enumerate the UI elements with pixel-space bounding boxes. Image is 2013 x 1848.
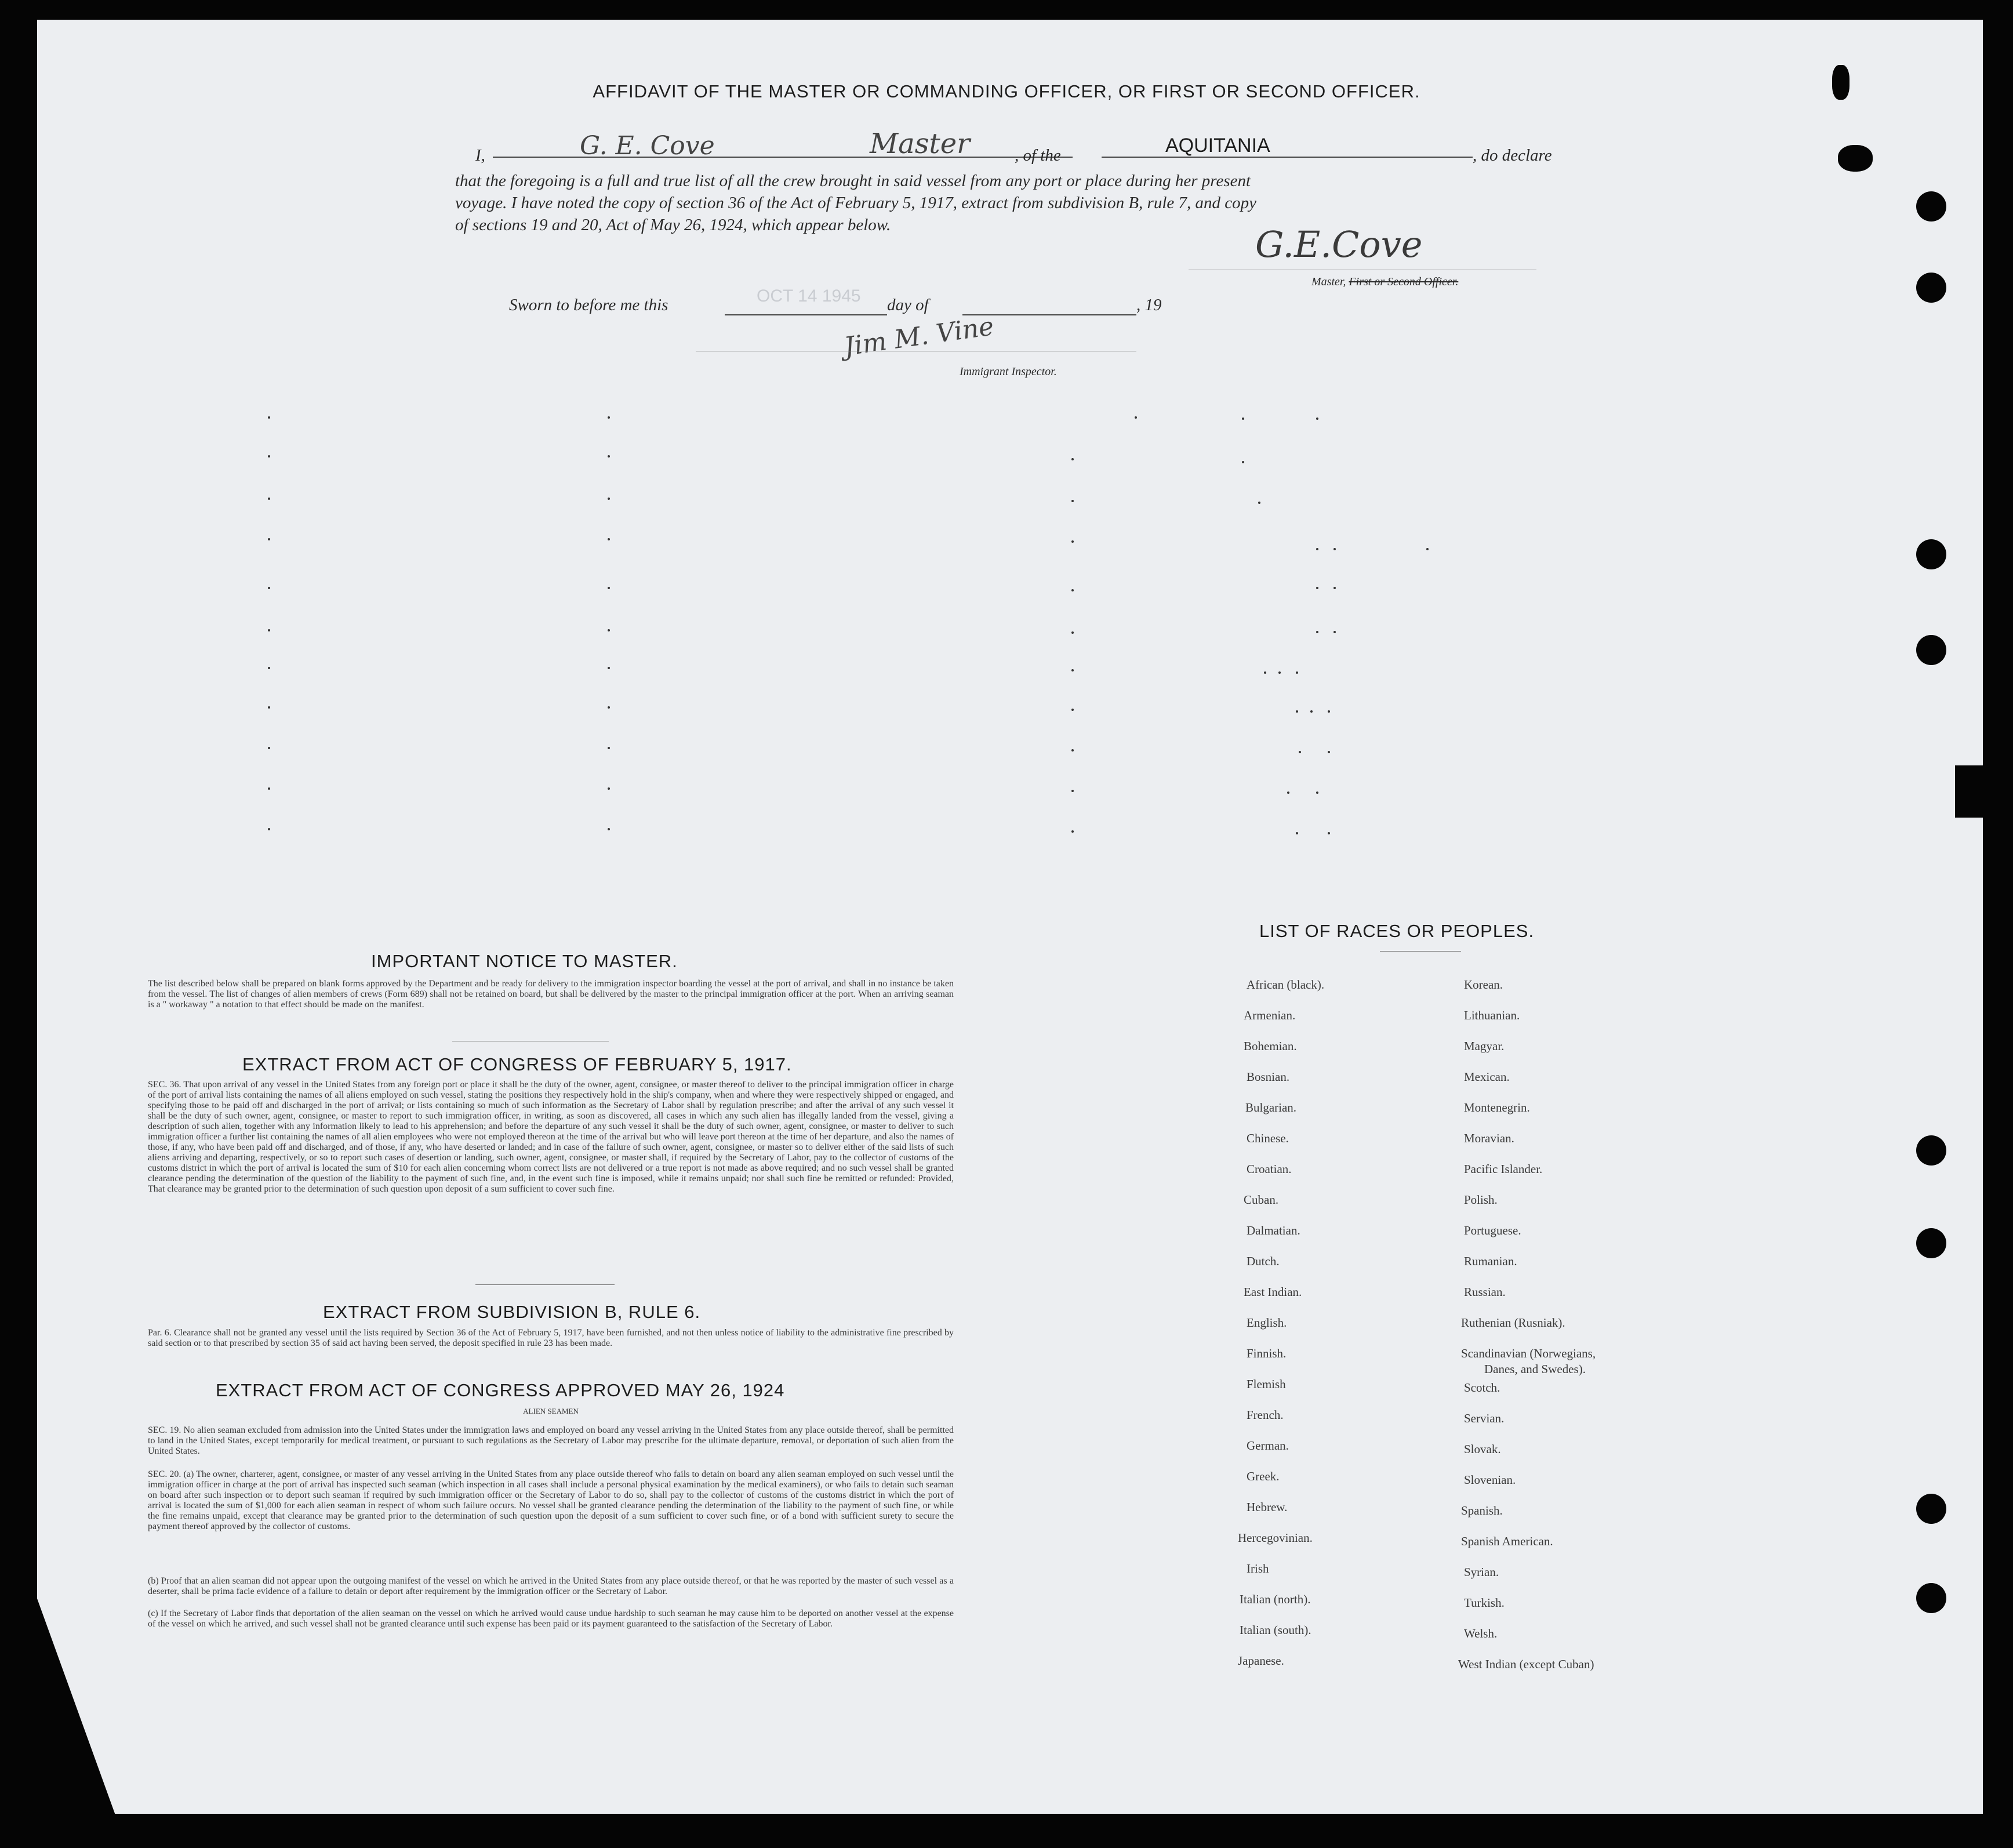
race-item: Slovenian. [1464, 1473, 1516, 1487]
document-sheet [37, 20, 1983, 1814]
sworn-label: Sworn to before me this [509, 296, 668, 314]
race-item: Mexican. [1464, 1070, 1510, 1084]
affidavit-body-line-2: voyage. I have noted the copy of section 36 of the Act of February 5, 1917, extract from subdivision B, rule 7, and copy [455, 194, 1257, 212]
sworn-day-fill-line [725, 314, 887, 315]
race-item: Pacific Islander. [1464, 1162, 1543, 1176]
race-item: Ruthenian (Rusniak). [1461, 1316, 1565, 1330]
of-the-label: , of the [1015, 146, 1061, 165]
race-scandinavian-continued: Danes, and Swedes). [1484, 1362, 1586, 1376]
extract-1924-title: EXTRACT FROM ACT OF CONGRESS APPROVED MAY 26, 1924 [216, 1380, 785, 1400]
race-item: African (black). [1247, 978, 1325, 992]
race-item: Japanese. [1238, 1654, 1284, 1668]
punch-hole [1916, 1135, 1946, 1166]
extract-rule6-title: EXTRACT FROM SUBDIVISION B, RULE 6. [323, 1302, 701, 1322]
race-item: West Indian (except Cuban) [1458, 1657, 1594, 1671]
race-item: Bohemian. [1244, 1039, 1297, 1053]
i-label: I, [475, 146, 485, 165]
date-stamp: OCT 14 1945 [757, 286, 861, 306]
race-item: Magyar. [1464, 1039, 1505, 1053]
do-declare-label: , do declare [1473, 146, 1552, 165]
race-item: Irish [1247, 1562, 1269, 1575]
race-item: English. [1247, 1316, 1287, 1330]
race-item: Dalmatian. [1247, 1223, 1300, 1237]
year-prefix: , 19 [1136, 296, 1162, 314]
race-item: Polish. [1464, 1193, 1498, 1207]
extract-1924-sec19: SEC. 19. No alien seaman excluded from admission into the United States under the immigration laws and employed on board any vessel arriving in the United States from any place outside thereof, shall be permitted to land in the United States, except temporarily for medical treatment, or pursuant to such regulations as the Secretary of Labor may prescribe for the ultimate departure, removal, or deportation of such alien from the United States. [148, 1425, 954, 1456]
race-item: Scandinavian (Norwegians, [1461, 1346, 1596, 1360]
races-title: LIST OF RACES OR PEOPLES. [1259, 921, 1535, 941]
punch-hole [1916, 1228, 1946, 1258]
punch-hole [1916, 273, 1946, 303]
affidavit-body-line-3: of sections 19 and 20, Act of May 26, 1924, which appear below. [455, 216, 891, 234]
race-item: Syrian. [1464, 1565, 1499, 1579]
race-item: Spanish American. [1461, 1534, 1553, 1548]
punch-hole [1916, 1583, 1946, 1613]
race-item: Dutch. [1247, 1254, 1280, 1268]
extract-1924-sec20b: (b) Proof that an alien seaman did not appear upon the outgoing manifest of the vessel on which he arrived in the United States from any place outside thereof, or that he was reported by the master of such vessel as a deserter, shall be prima facie evidence of a failure to detain or deport after requirement by the immigration officer or the Secretary of Labor. [148, 1576, 954, 1596]
divider [475, 1284, 615, 1285]
race-item: Cuban. [1244, 1193, 1279, 1207]
extract-1924-subtitle: ALIEN SEAMEN [523, 1407, 579, 1415]
race-item: Korean. [1464, 978, 1503, 992]
race-item: Russian. [1464, 1285, 1506, 1299]
extract-1924-sec20a: SEC. 20. (a) The owner, charterer, agent, consignee, or master of any vessel arriving in the United States from any place outside thereof who fails to detain on board any alien seaman employed on such vessel until the immigration officer in charge at the port of arrival has inspected such seaman (which inspection in all cases shall include a personal physical examination by the medical examiners), or who fails to detain such seaman on board after such inspection or to deport such seaman if required by such immigration officer or the Secretary of Labor to do so, shall pay to the collector of customs of the customs district in which the port of arrival is located the sum of $1,000 for each alien seaman in respect of whom such failure occurs. No vessel shall be granted clearance pending the determination of the liability to the payment of such fine, or while the fine remains unpaid, except that clearance may be granted prior to the determination of such question upon the deposit of a sum sufficient to cover such fine, or of a bond with sufficient surety to secure the payment thereof approved by the collector of customs. [148, 1469, 954, 1531]
race-item: Lithuanian. [1464, 1008, 1520, 1022]
race-item: Moravian. [1464, 1131, 1514, 1145]
extract-rule6-text: Par. 6. Clearance shall not be granted any vessel until the lists required by Section 36 of the Act of February 5, 1917, have been furnished, and not then unless notice of liability to the administrative fine prescribed by said section or to that prescribed by section 35 of said act having been served, the deposit specified in rule 23 has been made. [148, 1328, 954, 1348]
race-item: Welsh. [1464, 1626, 1498, 1640]
race-item: Bulgarian. [1245, 1101, 1297, 1114]
master-signature: G.E.Cove [1255, 223, 1423, 266]
race-item: Portuguese. [1464, 1223, 1521, 1237]
signature-caption [1311, 275, 1458, 289]
vessel-fill-line [1102, 157, 1473, 158]
inspector-caption: Immigrant Inspector. [960, 365, 1057, 378]
affidavit-body-line-1: that the foregoing is a full and true list of all the crew brought in said vessel from any port or place during her present [455, 172, 1251, 190]
race-item: Armenian. [1244, 1008, 1296, 1022]
master-name-handwritten: G. E. Cove [580, 131, 715, 161]
capacity-handwritten: Master [870, 128, 971, 160]
punch-hole [1916, 1494, 1946, 1524]
race-item: Italian (north). [1240, 1592, 1311, 1606]
punch-hole [1916, 191, 1946, 222]
edge-tear [1838, 145, 1873, 172]
edge-tear [1955, 765, 1983, 818]
race-item: Hebrew. [1247, 1500, 1288, 1514]
affidavit-title: AFFIDAVIT OF THE MASTER OR COMMANDING OFFICER, OR FIRST OR SECOND OFFICER. [593, 81, 1420, 101]
race-item: Rumanian. [1464, 1254, 1517, 1268]
signature-caption-struck: First or Second Officer. [1349, 275, 1459, 288]
race-item: Italian (south). [1240, 1623, 1311, 1637]
punch-hole [1916, 635, 1946, 665]
extract-1924-sec20c: (c) If the Secretary of Labor finds that deportation of the alien seaman on the vessel on which he arrived would cause undue hardship to such seaman he may cause him to be deported on another vessel at the expense of the vessel on which he arrived, and such vessel shall not be granted clearance until such expense has been paid or its payment guaranteed to the satisfaction of the Secretary of Labor. [148, 1609, 954, 1629]
race-item: Servian. [1464, 1411, 1505, 1425]
race-item: Slovak. [1464, 1442, 1501, 1456]
punch-hole [1916, 539, 1946, 569]
signature-caption-master: Master, [1311, 275, 1346, 288]
race-item: Turkish. [1464, 1596, 1505, 1610]
race-item: Croatian. [1247, 1162, 1292, 1176]
race-item: Finnish. [1247, 1346, 1287, 1360]
race-item: Hercegovinian. [1238, 1531, 1313, 1545]
race-item: Flemish [1247, 1377, 1286, 1391]
notice-title: IMPORTANT NOTICE TO MASTER. [371, 951, 678, 971]
race-item: East Indian. [1244, 1285, 1302, 1299]
race-item: Chinese. [1247, 1131, 1289, 1145]
inspector-signature: Jim M. Vine [842, 311, 996, 362]
vessel-name: AQUITANIA [1165, 135, 1270, 157]
race-item: Bosnian. [1247, 1070, 1290, 1084]
notice-text: The list described below shall be prepared on blank forms approved by the Department and be ready for delivery to the immigration inspector boarding the vessel at the port of arrival, and shall in no instance be taken from the vessel. The list of changes of alien members of crews (Form 689) shall not be retained on board, but shall be delivered by the master to the principal immigration officer at the port. When an arriving seaman is a " workaway " a notation to that effect should be made on the manifest. [148, 979, 954, 1010]
divider [1380, 951, 1461, 952]
race-item: Scotch. [1464, 1381, 1500, 1395]
race-item: Spanish. [1461, 1504, 1503, 1517]
day-of-label: day of [887, 296, 929, 314]
race-item: German. [1247, 1439, 1289, 1453]
extract-1917-text: SEC. 36. That upon arrival of any vessel in the United States from any foreign port or place it shall be the duty of the owner, agent, consignee, or master thereof to deliver to the principal immigration officer in charge of the port of arrival lists containing the names of all aliens employed on such vessel, stating the positions they respectively hold in the ship's company, when and where they were respectively shipped or engaged, and specifying those to be paid off and discharged in the port of arrival; or lists containing so much of such information as the Secretary of Labor shall by regulation prescribe; and after the arrival of any such vessel it shall be the duty of such owner, agent, consignee, or master to report to such immigration officer, in writing, as soon as discovered, all cases in which any such alien has illegally landed from the vessel, giving a description of such alien, together with any information likely to lead to his apprehension; and before the departure of any such vessel it shall be the duty of such owner, agent, consignee, or master to deliver to such immigration officer a further list containing the names of all alien employees who were not employed thereon at the time of the arrival but who will leave port thereon at the time of her departure, and also the names of those, if any, who have been paid off and discharged, and of those, if any, who have deserted or landed; and in case of the failure of such owner, agent, consignee, or master so to deliver either of the said lists of such aliens arriving and departing, respectively, or so to report such cases of desertion or landing, such owner, agent, consignee, or master shall, if required by the Secretary of Labor, pay to the collector of customs of the customs district in which the port of arrival is located the sum of $10 for each alien concerning whom correct lists are not delivered or a true report is not made as above required; and no such vessel shall be granted clearance pending the determination of the question of the liability to the payment of such fine, and, in the event such fine is imposed, while it remains unpaid; nor shall such fine be remitted or refunded: Provided, That clearance may be granted prior to the determination of such question upon deposit of a sum sufficient to cover such fine. [148, 1080, 954, 1194]
extract-1917-title: EXTRACT FROM ACT OF CONGRESS OF FEBRUARY 5, 1917. [242, 1054, 792, 1074]
race-item: French. [1247, 1408, 1284, 1422]
race-item: Greek. [1247, 1469, 1280, 1483]
race-item: Montenegrin. [1464, 1101, 1530, 1114]
